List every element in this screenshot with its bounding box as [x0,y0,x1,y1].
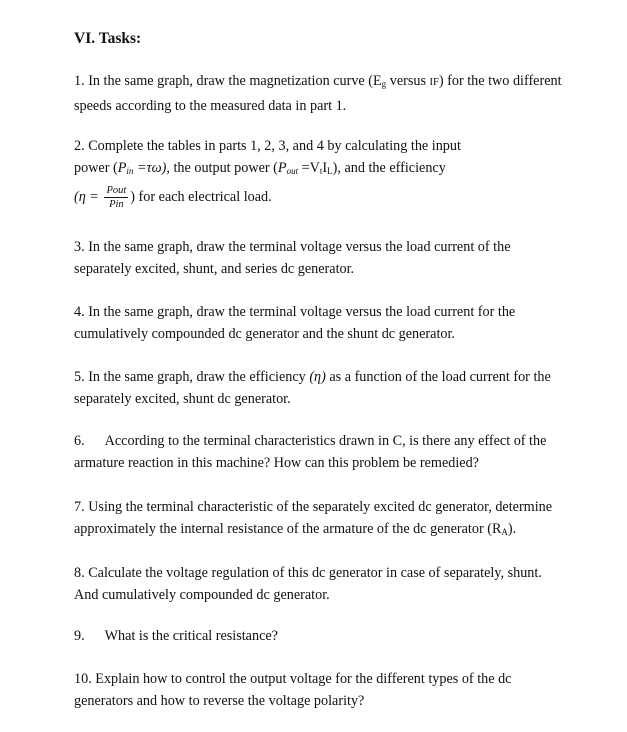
task-8-line-1: 8. Calculate the voltage regulation of this dc generator in case of separately, shunt. [74,565,542,581]
task-9-text: What is the critical resistance? [104,628,278,644]
section-heading: VI. Tasks: [74,30,142,47]
task-2 [74,136,622,212]
task-2-vt-subscript: t [319,165,323,176]
task-2-current-symbol: I [322,159,328,176]
task-2-pout-symbol: P [277,159,287,176]
task-2-il-subscript: L [327,165,333,176]
fraction-numerator: Pout [106,185,127,197]
task-2-text-a: power ( [74,159,118,176]
task-5-line-2: separately excited, shunt dc generator. [74,390,291,407]
task-2-text-b: , the output power ( [166,159,278,176]
efficiency-fraction [104,184,128,211]
task-1-subscript-g: g [381,79,387,89]
task-1-text-a: 1. In the same graph, draw the magnetization curve (E [74,73,382,89]
task-3 [74,237,622,280]
task-2-text-end: ) for each electrical load. [130,189,272,205]
task-7-subscript-a: A [501,526,508,537]
task-7-line-1: 7. Using the terminal characteristic of the separately excited dc generator, determine [74,499,553,515]
task-1-field-current: IF [429,77,439,88]
task-4-line-2: cumulatively compounded dc generator and the shunt dc generator. [74,325,455,342]
task-7 [74,497,622,543]
task-9-number: 9. [74,628,85,644]
task-2-pin-symbol: P [117,159,127,176]
task-10-line-1: 10. Explain how to control the output voltage for the different types of the dc [74,671,512,687]
task-10 [74,669,622,712]
task-6-line-1 [74,431,622,453]
task-3-line-1: 3. In the same graph, draw the terminal voltage versus the load current of the [74,239,511,255]
task-6-text: According to the terminal characteristics drawn in C, is there any effect of the [104,433,547,449]
task-2-text-e: ), and the efficiency [332,159,446,176]
task-2-line-3 [74,182,622,212]
task-1 [74,71,622,117]
task-2-eta-open: (η = [74,189,103,205]
task-2-pin-formula: =τω) [133,159,167,176]
task-5-text-a: 5. In the same graph, draw the efficiency [74,369,310,385]
task-10-line-2: generators and how to reverse the voltage polarity? [74,692,365,709]
task-9-line-1 [74,626,622,648]
task-7-text-a: approximately the internal resistance of the armature of the dc generator (R [74,520,502,537]
task-4 [74,302,622,345]
task-1-line-2: speeds according to the measured data in part 1. [74,97,347,114]
task-9 [74,626,622,648]
task-1-text-c: ) for the two different [438,73,562,89]
task-2-pin-subscript: in [126,165,134,176]
task-5-eta: (η) [309,369,326,385]
task-5-line-1 [74,367,622,389]
task-6-line-2: armature reaction in this machine? How can this problem be remedied? [74,454,479,471]
task-6 [74,431,622,474]
task-3-line-2: separately excited, shunt, and series dc generator. [74,260,355,277]
task-1-text-b: versus [386,73,430,89]
task-2-text-c: =V [298,159,320,176]
task-2-pout-subscript: out [286,165,299,176]
task-8-line-2: And cumulatively compounded dc generator. [74,586,330,603]
fraction-denominator: Pin [109,199,124,211]
task-1-line-1 [74,71,622,96]
task-4-line-1: 4. In the same graph, draw the terminal voltage versus the load current for the [74,304,516,320]
task-6-number: 6. [74,433,85,449]
task-8 [74,563,622,606]
task-5-text-b: as a function of the load current for the [325,369,551,385]
task-7-text-b: ). [507,520,517,537]
task-2-line-1: 2. Complete the tables in parts 1, 2, 3, and 4 by calculating the input [74,138,461,154]
task-7-line-2 [74,519,622,544]
task-2-line-2 [74,158,622,183]
task-5 [74,367,622,410]
